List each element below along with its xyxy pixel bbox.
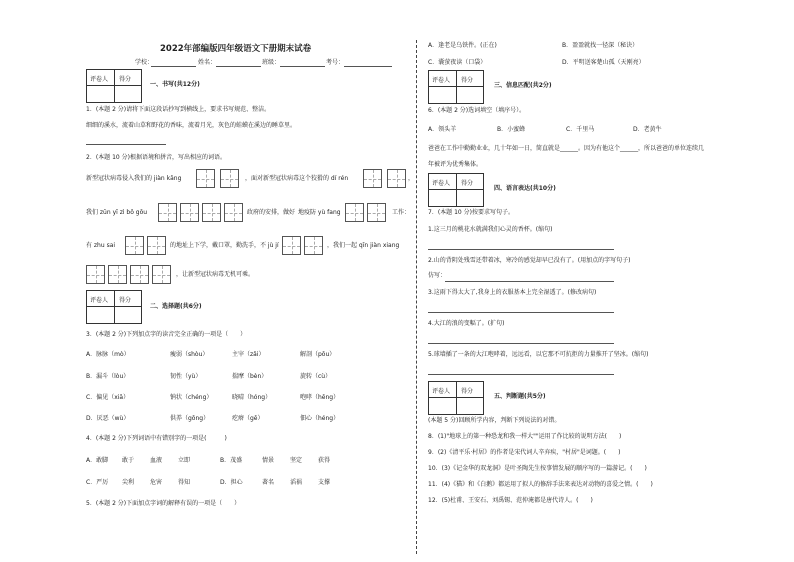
section-2-heading: 二、选择题(共6分) <box>150 303 202 310</box>
tian-box[interactable] <box>367 203 386 222</box>
info-name: 姓名： <box>198 59 217 66</box>
info-exam: 考号： <box>326 59 345 66</box>
q7-item: 2.山的背阴处残雪还带着冰，寒冷的感觉却早已没有了。(用加点的字写句子) <box>428 257 631 264</box>
q2-line1-a: 新型冠状病毒侵入我们的 jiàn kāng <box>86 175 182 182</box>
q5-option: B．盈盈就找一径深（秘诀） <box>562 42 639 49</box>
tian-box[interactable] <box>86 265 105 284</box>
q6-text: 年被评为优秀集体。 <box>428 161 483 168</box>
info-exam-line[interactable] <box>344 66 392 67</box>
q3-option: D．厌恶（wù） <box>86 415 130 422</box>
q6-option: A．领头羊 <box>428 126 457 133</box>
q5-prompt: 5．(本题 2 分)下面加点字词的解释有误的一项是（ ） <box>86 500 241 507</box>
q4-option: A．敢脚 <box>86 457 109 464</box>
q2-line2-d: 工作： <box>392 209 411 216</box>
tian-box[interactable] <box>125 236 144 255</box>
q3-option: 主宰（zǎi） <box>232 351 265 358</box>
q5-option: C．囊萤夜读（口袋） <box>428 59 487 66</box>
score-box-5 <box>428 381 484 415</box>
tian-box[interactable] <box>158 203 177 222</box>
reviewer-label: 评卷人 <box>432 77 451 84</box>
q3-option: 佃心（héng） <box>300 415 340 422</box>
info-name-line[interactable] <box>216 66 261 67</box>
q2-line3-c: ，我们一起 qīn jiàn xiang <box>327 242 400 249</box>
q1-text: 细细的溪水，流着山草和野花的香味，流着月光，灰色的蛙蟆在溪边的睡草里。 <box>86 122 297 129</box>
q6-option: C．千里马 <box>566 126 595 133</box>
q4-option: 立即 <box>178 457 191 464</box>
score-label: 得分 <box>461 388 474 395</box>
q5-option: A．逢老是乌铁件。(正在) <box>428 42 497 49</box>
tian-box[interactable] <box>108 265 127 284</box>
q4-option: 得知 <box>178 479 191 486</box>
q3-option: 旋转（cù） <box>300 373 332 380</box>
section-1-heading: 一、书写(共12分) <box>150 81 200 88</box>
tian-box[interactable] <box>387 169 406 188</box>
q4-option: 敢于 <box>122 457 135 464</box>
reviewer-label: 评卷人 <box>432 388 451 395</box>
q4-option: 著名 <box>262 479 275 486</box>
q6-prompt: 6．(本题 2 分)选词填空（填序号）。 <box>428 107 526 114</box>
q3-option: 揣摩（bèn） <box>232 373 268 380</box>
judge-item: 9．(2)《清平乐·村居》的作者是宋代词人辛弃疾，"村居"是词题。( ) <box>428 449 621 456</box>
tian-box[interactable] <box>345 203 364 222</box>
judge-item: 11．(4)《猫》和《白鹅》都运用了拟人的修辞手法来表达对动物的喜爱之情。( ) <box>428 481 653 488</box>
q2-line2-b: 政府的安排，做好 <box>247 209 296 216</box>
tian-box[interactable] <box>304 236 323 255</box>
q1-prompt: 1．(本题 2 分)请将下面这段话抄写到横线上，要求书写规范、整洁。 <box>86 106 271 113</box>
q3-option: C．偏见（xiā） <box>86 394 130 401</box>
tian-box[interactable] <box>220 169 239 188</box>
q2-line2-a: 我们 zūn yī zì bō gōu <box>86 209 148 216</box>
q4-option: 支撑 <box>318 479 331 486</box>
info-school-line[interactable] <box>151 66 196 67</box>
score-box-4 <box>428 173 484 207</box>
q2-line2-c: 地疫防 yù fang <box>298 209 341 216</box>
q4-option: 危害 <box>150 479 163 486</box>
tian-box[interactable] <box>152 265 171 284</box>
tian-box[interactable] <box>202 203 221 222</box>
q4-option: 尖利 <box>122 479 135 486</box>
judge-item: 8．(1)"地球上的第一种恐龙和我一样大""运用了作比较的说明方法( ) <box>428 433 622 440</box>
tian-box[interactable] <box>130 265 149 284</box>
tian-box[interactable] <box>196 169 215 188</box>
q6-option: D．老黄牛 <box>633 126 662 133</box>
info-class: 班级： <box>262 59 281 66</box>
q3-option: 瘦弱（shòu） <box>170 351 209 358</box>
q6-option: B．小蜜蜂 <box>497 126 526 133</box>
info-school: 学校： <box>135 59 154 66</box>
q8-intro: (本题 5 分)回顾所学内容，判断下列说法的对错。 <box>428 417 561 424</box>
score-box-2 <box>86 290 142 324</box>
section-5-heading: 五、判断题(共5分) <box>494 393 546 400</box>
q4-option: D．担心 <box>220 479 243 486</box>
score-label: 得分 <box>119 76 132 83</box>
q7-item: 1.这三月的桃花水就满我们心灵的香杯。(缩句) <box>428 226 553 233</box>
q7-answer-line[interactable] <box>428 249 614 250</box>
q7-answer-line[interactable] <box>428 374 614 375</box>
q3-option: A．脉脉（mò） <box>86 351 130 358</box>
q3-option: 韧性（yù） <box>170 373 202 380</box>
q7-answer-line[interactable] <box>428 312 614 313</box>
column-divider <box>416 40 417 554</box>
reviewer-label: 评卷人 <box>90 76 109 83</box>
q3-option: 咆哮（hēng） <box>300 394 340 401</box>
q2-line1-c: ， <box>408 175 415 182</box>
tian-box[interactable] <box>363 169 382 188</box>
judge-item: 12．(5)杜甫、王安石、刘禹锡、范仲淹都是唐代诗人。( ) <box>428 497 593 504</box>
q7-answer-line[interactable] <box>445 281 614 282</box>
tian-box[interactable] <box>282 236 301 255</box>
tian-box[interactable] <box>147 236 166 255</box>
score-label: 得分 <box>461 77 474 84</box>
tian-box[interactable] <box>224 203 243 222</box>
score-box-3 <box>428 70 484 104</box>
score-label: 得分 <box>461 180 474 187</box>
q3-option: 疙瘩（gē） <box>232 415 264 422</box>
q2-line3-a: 有 zhu sai <box>86 242 116 249</box>
q4-option: 获得 <box>318 457 331 464</box>
q6-text: 爸爸在工作中勤勤业业，几十年如一日，简直就是______。因为有他这个______，所以爸爸的单位连续几 <box>428 145 705 152</box>
q3-option: 供养（gōng） <box>170 415 210 422</box>
q7-item: 4.大江的浪的变幅了。(扩句) <box>428 320 505 327</box>
q7-item: 仿写： <box>428 272 447 279</box>
tian-box[interactable] <box>180 203 199 222</box>
page-title: 2022年部编版四年级语文下册期末试卷 <box>160 44 312 54</box>
judge-item: 10．(3)《记金华的双龙洞》是叶圣陶先生按事情发展的顺序写的一篇游记。( ) <box>428 465 647 472</box>
q3-option: 解剖（pōu） <box>300 351 336 358</box>
q7-prompt: 7．(本题 10 分)按要求写句子。 <box>428 209 514 216</box>
reviewer-label: 评卷人 <box>432 180 451 187</box>
q4-prompt: 4．(本题 2 分)下列词语中有错别字的一项是( ) <box>86 435 227 442</box>
q2-line4-b: ，让新型冠状病毒无机可乘。 <box>176 271 255 278</box>
q4-option: 血液 <box>150 457 163 464</box>
q1-answer-line[interactable] <box>86 144 166 145</box>
q2-line1-b: ，面对新型冠状病毒这个狡猾的 dí rén <box>245 175 349 182</box>
q7-answer-line[interactable] <box>428 343 614 344</box>
q4-option: 情景 <box>262 457 275 464</box>
q3-option: 钠状（chéng） <box>170 394 213 401</box>
info-class-line[interactable] <box>280 66 325 67</box>
q4-option: C．严厉 <box>86 479 109 486</box>
q2-line3-b: 的地址上下学，戴口罩，勤洗手，不 jù jí <box>170 242 279 249</box>
q7-item: 3.这雨下得太大了,我身上的衣服基本上完全湿透了。(修改病句) <box>428 289 597 296</box>
score-box-1 <box>86 69 142 103</box>
q3-option: B．漏斗（lòu） <box>86 373 130 380</box>
section-4-heading: 四、语言表达(共10分) <box>494 185 556 192</box>
q4-option: 坚定 <box>290 457 303 464</box>
q2-prompt: 2．(本题 10 分)根据语境和拼音，写出相应的词语。 <box>86 154 226 161</box>
q3-option: 晓晴（hóng） <box>232 394 272 401</box>
reviewer-label: 评卷人 <box>90 297 109 304</box>
score-label: 得分 <box>119 297 132 304</box>
q7-item: 5.球墙插了一条的大江咆哮着，远远看，以它那不可抗拒的力量推开了坚冰。(缩句) <box>428 351 649 358</box>
section-3-heading: 三、信息匹配(共2分) <box>494 82 552 89</box>
q4-option: 滔祸 <box>290 479 303 486</box>
q5-option: D．平明送客楚山孤（天刚亮） <box>562 59 645 66</box>
q4-option: B．茂盛 <box>220 457 243 464</box>
q3-prompt: 3．(本题 2 分)下列加点字的读音完全正确的一项是（ ） <box>86 331 247 338</box>
